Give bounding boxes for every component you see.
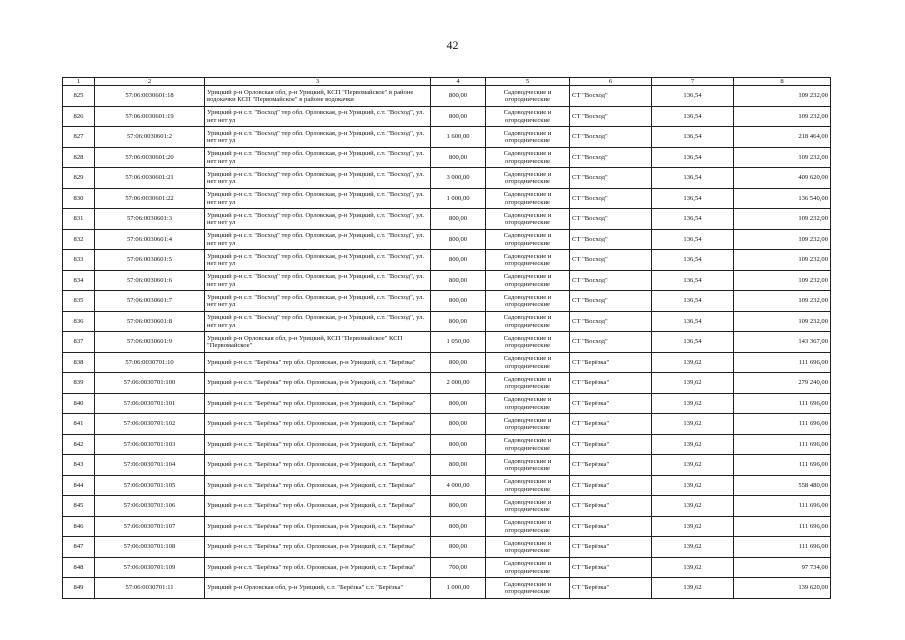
cadastral-number-cell: 57:06:0030601:3 bbox=[95, 209, 205, 230]
permitted-use-cell: Садоводческие и огороднические bbox=[486, 291, 570, 312]
cadastral-number-cell: 57:06:0030601:22 bbox=[95, 188, 205, 209]
partnership-name-cell: СТ "Восход" bbox=[570, 106, 652, 127]
address-cell: Урицкий р-н Орловская обл, р-н Урицкий, КСП "Первомайское" в районе водокачки КСП "Первомайское" в районе водокачки bbox=[205, 86, 431, 107]
partnership-name-cell: СТ "Восход" bbox=[570, 209, 652, 230]
permitted-use-cell: Садоводческие и огороднические bbox=[486, 270, 570, 291]
specific-value-cell: 139,62 bbox=[652, 414, 734, 435]
row-number-cell: 830 bbox=[63, 188, 95, 209]
partnership-name-cell: СТ "Берёзка" bbox=[570, 455, 652, 476]
address-cell: Урицкий р-н с.т. "Берёзка" тер обл. Орловская, р-н Урицкий, с.т. "Берёзка" bbox=[205, 455, 431, 476]
specific-value-cell: 139,62 bbox=[652, 373, 734, 394]
table-row bbox=[63, 332, 831, 353]
specific-value-cell: 136,54 bbox=[652, 147, 734, 168]
partnership-name-cell: СТ "Восход" bbox=[570, 127, 652, 148]
cadastral-value-cell: 111 696,00 bbox=[734, 496, 831, 517]
table-row bbox=[63, 270, 831, 291]
table-row bbox=[63, 496, 831, 517]
column-header: 6 bbox=[570, 78, 652, 86]
partnership-name-cell: СТ "Восход" bbox=[570, 86, 652, 107]
column-header: 3 bbox=[205, 78, 431, 86]
table-row bbox=[63, 373, 831, 394]
specific-value-cell: 139,62 bbox=[652, 496, 734, 517]
permitted-use-cell: Садоводческие и огороднические bbox=[486, 127, 570, 148]
table-row bbox=[63, 127, 831, 148]
partnership-name-cell: СТ "Берёзка" bbox=[570, 516, 652, 537]
cadastral-number-cell: 57:06:0030701:11 bbox=[95, 578, 205, 599]
cadastral-number-cell: 57:06:0030601:9 bbox=[95, 332, 205, 353]
cadastral-value-cell: 136 540,00 bbox=[734, 188, 831, 209]
cadastral-number-cell: 57:06:0030701:108 bbox=[95, 537, 205, 558]
specific-value-cell: 139,62 bbox=[652, 475, 734, 496]
table-row bbox=[63, 578, 831, 599]
address-cell: Урицкий р-н с.т. "Берёзка" тер обл. Орловская, р-н Урицкий, с.т. "Берёзка" bbox=[205, 352, 431, 373]
specific-value-cell: 136,54 bbox=[652, 270, 734, 291]
row-number-cell: 827 bbox=[63, 127, 95, 148]
table-row bbox=[63, 393, 831, 414]
partnership-name-cell: СТ "Берёзка" bbox=[570, 496, 652, 517]
table-row bbox=[63, 209, 831, 230]
area-cell: 700,00 bbox=[431, 557, 486, 578]
row-number-cell: 832 bbox=[63, 229, 95, 250]
partnership-name-cell: СТ "Берёзка" bbox=[570, 578, 652, 599]
table-row bbox=[63, 106, 831, 127]
cadastral-number-cell: 57:06:0030701:10 bbox=[95, 352, 205, 373]
area-cell: 1 000,00 bbox=[431, 578, 486, 599]
specific-value-cell: 136,54 bbox=[652, 250, 734, 271]
table-row bbox=[63, 86, 831, 107]
cadastral-value-cell: 111 696,00 bbox=[734, 455, 831, 476]
permitted-use-cell: Садоводческие и огороднические bbox=[486, 393, 570, 414]
column-header: 1 bbox=[63, 78, 95, 86]
address-cell: Урицкий р-н с.т. "Берёзка" тер обл. Орловская, р-н Урицкий, с.т. "Берёзка" bbox=[205, 373, 431, 394]
address-cell: Урицкий р-н с.т. "Восход" тер обл. Орловская, р-н Урицкий, с.т. "Восход", ул. нет нет ул bbox=[205, 250, 431, 271]
cadastral-number-cell: 57:06:0030601:21 bbox=[95, 168, 205, 189]
table-row bbox=[63, 434, 831, 455]
partnership-name-cell: СТ "Восход" bbox=[570, 229, 652, 250]
specific-value-cell: 136,54 bbox=[652, 291, 734, 312]
cadastral-number-cell: 57:06:0030601:2 bbox=[95, 127, 205, 148]
partnership-name-cell: СТ "Берёзка" bbox=[570, 434, 652, 455]
row-number-cell: 839 bbox=[63, 373, 95, 394]
cadastral-value-cell: 109 232,00 bbox=[734, 106, 831, 127]
permitted-use-cell: Садоводческие и огороднические bbox=[486, 229, 570, 250]
cadastral-value-cell: 143 367,00 bbox=[734, 332, 831, 353]
cadastral-value-cell: 111 696,00 bbox=[734, 393, 831, 414]
cadastral-number-cell: 57:06:0030601:19 bbox=[95, 106, 205, 127]
cadastral-number-cell: 57:06:0030701:103 bbox=[95, 434, 205, 455]
table-row bbox=[63, 250, 831, 271]
table-row bbox=[63, 311, 831, 332]
row-number-cell: 826 bbox=[63, 106, 95, 127]
cadastral-value-cell: 109 232,00 bbox=[734, 147, 831, 168]
area-cell: 800,00 bbox=[431, 250, 486, 271]
row-number-cell: 847 bbox=[63, 537, 95, 558]
area-cell: 800,00 bbox=[431, 393, 486, 414]
column-numbers-row bbox=[63, 78, 831, 86]
partnership-name-cell: СТ "Восход" bbox=[570, 311, 652, 332]
area-cell: 800,00 bbox=[431, 86, 486, 107]
row-number-cell: 829 bbox=[63, 168, 95, 189]
row-number-cell: 836 bbox=[63, 311, 95, 332]
permitted-use-cell: Садоводческие и огороднические bbox=[486, 147, 570, 168]
permitted-use-cell: Садоводческие и огороднические bbox=[486, 86, 570, 107]
permitted-use-cell: Садоводческие и огороднические bbox=[486, 250, 570, 271]
cadastral-number-cell: 57:06:0030701:101 bbox=[95, 393, 205, 414]
column-header: 8 bbox=[734, 78, 831, 86]
specific-value-cell: 136,54 bbox=[652, 188, 734, 209]
specific-value-cell: 136,54 bbox=[652, 86, 734, 107]
table-row bbox=[63, 168, 831, 189]
cadastral-number-cell: 57:06:0030701:102 bbox=[95, 414, 205, 435]
cadastral-value-cell: 111 696,00 bbox=[734, 414, 831, 435]
partnership-name-cell: СТ "Берёзка" bbox=[570, 352, 652, 373]
area-cell: 800,00 bbox=[431, 311, 486, 332]
column-header: 4 bbox=[431, 78, 486, 86]
row-number-cell: 833 bbox=[63, 250, 95, 271]
area-cell: 800,00 bbox=[431, 291, 486, 312]
permitted-use-cell: Садоводческие и огороднические bbox=[486, 188, 570, 209]
table-row bbox=[63, 291, 831, 312]
permitted-use-cell: Садоводческие и огороднические bbox=[486, 475, 570, 496]
specific-value-cell: 139,62 bbox=[652, 352, 734, 373]
permitted-use-cell: Садоводческие и огороднические bbox=[486, 516, 570, 537]
partnership-name-cell: СТ "Восход" bbox=[570, 332, 652, 353]
address-cell: Урицкий р-н с.т. "Восход" тер обл. Орловская, р-н Урицкий, с.т. "Восход", ул. нет нет ул bbox=[205, 168, 431, 189]
specific-value-cell: 139,62 bbox=[652, 455, 734, 476]
permitted-use-cell: Садоводческие и огороднические bbox=[486, 332, 570, 353]
row-number-cell: 848 bbox=[63, 557, 95, 578]
table-row bbox=[63, 229, 831, 250]
area-cell: 2 000,00 bbox=[431, 373, 486, 394]
area-cell: 3 000,00 bbox=[431, 168, 486, 189]
table-row bbox=[63, 414, 831, 435]
specific-value-cell: 136,54 bbox=[652, 168, 734, 189]
partnership-name-cell: СТ "Берёзка" bbox=[570, 393, 652, 414]
cadastral-number-cell: 57:06:0030601:20 bbox=[95, 147, 205, 168]
permitted-use-cell: Садоводческие и огороднические bbox=[486, 209, 570, 230]
area-cell: 800,00 bbox=[431, 229, 486, 250]
cadastral-value-cell: 139 620,00 bbox=[734, 578, 831, 599]
cadastral-value-cell: 109 232,00 bbox=[734, 209, 831, 230]
row-number-cell: 831 bbox=[63, 209, 95, 230]
address-cell: Урицкий р-н с.т. "Берёзка" тер обл. Орловская, р-н Урицкий, с.т. "Берёзка" bbox=[205, 516, 431, 537]
partnership-name-cell: СТ "Берёзка" bbox=[570, 537, 652, 558]
table-row bbox=[63, 455, 831, 476]
partnership-name-cell: СТ "Берёзка" bbox=[570, 475, 652, 496]
permitted-use-cell: Садоводческие и огороднические bbox=[486, 168, 570, 189]
specific-value-cell: 136,54 bbox=[652, 332, 734, 353]
table-row bbox=[63, 147, 831, 168]
cadastral-number-cell: 57:06:0030601:5 bbox=[95, 250, 205, 271]
row-number-cell: 846 bbox=[63, 516, 95, 537]
permitted-use-cell: Садоводческие и огороднические bbox=[486, 373, 570, 394]
area-cell: 800,00 bbox=[431, 414, 486, 435]
specific-value-cell: 139,62 bbox=[652, 578, 734, 599]
address-cell: Урицкий р-н с.т. "Восход" тер обл. Орловская, р-н Урицкий, с.т. "Восход", ул. нет нет ул bbox=[205, 209, 431, 230]
area-cell: 800,00 bbox=[431, 434, 486, 455]
partnership-name-cell: СТ "Восход" bbox=[570, 168, 652, 189]
area-cell: 800,00 bbox=[431, 352, 486, 373]
area-cell: 800,00 bbox=[431, 147, 486, 168]
cadastral-value-cell: 111 696,00 bbox=[734, 516, 831, 537]
row-number-cell: 834 bbox=[63, 270, 95, 291]
cadastral-value-cell: 109 232,00 bbox=[734, 86, 831, 107]
specific-value-cell: 139,62 bbox=[652, 537, 734, 558]
cadastral-value-cell: 279 240,00 bbox=[734, 373, 831, 394]
table-row bbox=[63, 537, 831, 558]
area-cell: 800,00 bbox=[431, 496, 486, 517]
column-header: 2 bbox=[95, 78, 205, 86]
cadastral-value-cell: 97 734,00 bbox=[734, 557, 831, 578]
address-cell: Урицкий р-н с.т. "Восход" тер обл. Орловская, р-н Урицкий, с.т. "Восход", ул. нет нет ул bbox=[205, 311, 431, 332]
specific-value-cell: 136,54 bbox=[652, 106, 734, 127]
permitted-use-cell: Садоводческие и огороднические bbox=[486, 106, 570, 127]
permitted-use-cell: Садоводческие и огороднические bbox=[486, 557, 570, 578]
address-cell: Урицкий р-н с.т. "Восход" тер обл. Орловская, р-н Урицкий, с.т. "Восход", ул. нет нет ул bbox=[205, 291, 431, 312]
row-number-cell: 841 bbox=[63, 414, 95, 435]
permitted-use-cell: Садоводческие и огороднические bbox=[486, 496, 570, 517]
cadastral-value-cell: 109 232,00 bbox=[734, 291, 831, 312]
row-number-cell: 837 bbox=[63, 332, 95, 353]
specific-value-cell: 139,62 bbox=[652, 557, 734, 578]
row-number-cell: 844 bbox=[63, 475, 95, 496]
address-cell: Урицкий р-н с.т. "Восход" тер обл. Орловская, р-н Урицкий, с.т. "Восход", ул. нет нет ул bbox=[205, 229, 431, 250]
address-cell: Урицкий р-н с.т. "Берёзка" тер обл. Орловская, р-н Урицкий, с.т. "Берёзка" bbox=[205, 414, 431, 435]
area-cell: 1 600,00 bbox=[431, 127, 486, 148]
cadastral-number-cell: 57:06:0030701:107 bbox=[95, 516, 205, 537]
permitted-use-cell: Садоводческие и огороднические bbox=[486, 455, 570, 476]
page-number: 42 bbox=[446, 38, 459, 52]
cadastral-number-cell: 57:06:0030601:18 bbox=[95, 86, 205, 107]
permitted-use-cell: Садоводческие и огороднические bbox=[486, 311, 570, 332]
column-header: 7 bbox=[652, 78, 734, 86]
cadastral-number-cell: 57:06:0030701:109 bbox=[95, 557, 205, 578]
specific-value-cell: 136,54 bbox=[652, 311, 734, 332]
cadastral-number-cell: 57:06:0030601:4 bbox=[95, 229, 205, 250]
table-row bbox=[63, 475, 831, 496]
cadastral-value-cell: 218 464,00 bbox=[734, 127, 831, 148]
address-cell: Урицкий р-н с.т. "Восход" тер обл. Орловская, р-н Урицкий, с.т. "Восход", ул. нет нет ул bbox=[205, 147, 431, 168]
permitted-use-cell: Садоводческие и огороднические bbox=[486, 352, 570, 373]
cadastral-value-cell: 109 232,00 bbox=[734, 311, 831, 332]
address-cell: Урицкий р-н с.т. "Берёзка" тер обл. Орловская, р-н Урицкий, с.т. "Берёзка" bbox=[205, 434, 431, 455]
cadastral-value-cell: 109 232,00 bbox=[734, 229, 831, 250]
cadastral-value-cell: 111 696,00 bbox=[734, 434, 831, 455]
specific-value-cell: 139,62 bbox=[652, 516, 734, 537]
row-number-cell: 835 bbox=[63, 291, 95, 312]
area-cell: 800,00 bbox=[431, 455, 486, 476]
area-cell: 800,00 bbox=[431, 209, 486, 230]
address-cell: Урицкий р-н с.т. "Берёзка" тер обл. Орловская, р-н Урицкий, с.т. "Берёзка" bbox=[205, 557, 431, 578]
area-cell: 1 050,00 bbox=[431, 332, 486, 353]
permitted-use-cell: Садоводческие и огороднические bbox=[486, 414, 570, 435]
table-row bbox=[63, 352, 831, 373]
area-cell: 1 000,00 bbox=[431, 188, 486, 209]
address-cell: Урицкий р-н с.т. "Восход" тер обл. Орловская, р-н Урицкий, с.т. "Восход", ул. нет нет ул bbox=[205, 127, 431, 148]
area-cell: 800,00 bbox=[431, 106, 486, 127]
land-plots-table bbox=[62, 77, 831, 599]
cadastral-number-cell: 57:06:0030701:105 bbox=[95, 475, 205, 496]
row-number-cell: 838 bbox=[63, 352, 95, 373]
row-number-cell: 825 bbox=[63, 86, 95, 107]
cadastral-value-cell: 111 696,00 bbox=[734, 537, 831, 558]
table-row bbox=[63, 516, 831, 537]
permitted-use-cell: Садоводческие и огороднические bbox=[486, 537, 570, 558]
cadastral-number-cell: 57:06:0030601:8 bbox=[95, 311, 205, 332]
cadastral-value-cell: 558 480,00 bbox=[734, 475, 831, 496]
address-cell: Урицкий р-н с.т. "Берёзка" тер обл. Орловская, р-н Урицкий, с.т. "Берёзка" bbox=[205, 496, 431, 517]
address-cell: Урицкий р-н с.т. "Восход" тер обл. Орловская, р-н Урицкий, с.т. "Восход", ул. нет нет ул bbox=[205, 106, 431, 127]
row-number-cell: 843 bbox=[63, 455, 95, 476]
cadastral-value-cell: 109 232,00 bbox=[734, 270, 831, 291]
permitted-use-cell: Садоводческие и огороднические bbox=[486, 578, 570, 599]
row-number-cell: 828 bbox=[63, 147, 95, 168]
address-cell: Урицкий р-н с.т. "Берёзка" тер обл. Орловская, р-н Урицкий, с.т. "Берёзка" bbox=[205, 475, 431, 496]
cadastral-number-cell: 57:06:0030601:7 bbox=[95, 291, 205, 312]
cadastral-number-cell: 57:06:0030701:104 bbox=[95, 455, 205, 476]
partnership-name-cell: СТ "Восход" bbox=[570, 270, 652, 291]
specific-value-cell: 136,54 bbox=[652, 229, 734, 250]
address-cell: Урицкий р-н с.т. "Восход" тер обл. Орловская, р-н Урицкий, с.т. "Восход", ул. нет нет ул bbox=[205, 188, 431, 209]
cadastral-number-cell: 57:06:0030701:106 bbox=[95, 496, 205, 517]
partnership-name-cell: СТ "Восход" bbox=[570, 291, 652, 312]
row-number-cell: 842 bbox=[63, 434, 95, 455]
specific-value-cell: 136,54 bbox=[652, 127, 734, 148]
cadastral-number-cell: 57:06:0030701:100 bbox=[95, 373, 205, 394]
cadastral-number-cell: 57:06:0030601:6 bbox=[95, 270, 205, 291]
area-cell: 800,00 bbox=[431, 270, 486, 291]
row-number-cell: 840 bbox=[63, 393, 95, 414]
area-cell: 800,00 bbox=[431, 516, 486, 537]
specific-value-cell: 136,54 bbox=[652, 209, 734, 230]
column-header: 5 bbox=[486, 78, 570, 86]
cadastral-value-cell: 111 696,00 bbox=[734, 352, 831, 373]
specific-value-cell: 139,62 bbox=[652, 393, 734, 414]
partnership-name-cell: СТ "Берёзка" bbox=[570, 373, 652, 394]
specific-value-cell: 139,62 bbox=[652, 434, 734, 455]
area-cell: 800,00 bbox=[431, 537, 486, 558]
partnership-name-cell: СТ "Берёзка" bbox=[570, 414, 652, 435]
address-cell: Урицкий р-н с.т. "Восход" тер обл. Орловская, р-н Урицкий, с.т. "Восход", ул. нет нет ул bbox=[205, 270, 431, 291]
address-cell: Урицкий р-н Орловская обл, р-н Урицкий, с.т. "Берёзка" с.т. "Берёзка" bbox=[205, 578, 431, 599]
row-number-cell: 849 bbox=[63, 578, 95, 599]
address-cell: Урицкий р-н с.т. "Берёзка" тер обл. Орловская, р-н Урицкий, с.т. "Берёзка" bbox=[205, 537, 431, 558]
partnership-name-cell: СТ "Восход" bbox=[570, 250, 652, 271]
table-row bbox=[63, 557, 831, 578]
area-cell: 4 000,00 bbox=[431, 475, 486, 496]
partnership-name-cell: СТ "Восход" bbox=[570, 147, 652, 168]
partnership-name-cell: СТ "Берёзка" bbox=[570, 557, 652, 578]
cadastral-value-cell: 409 620,00 bbox=[734, 168, 831, 189]
permitted-use-cell: Садоводческие и огороднические bbox=[486, 434, 570, 455]
address-cell: Урицкий р-н Орловская обл, р-н Урицкий, КСП "Первомайское" КСП "Первомайское" bbox=[205, 332, 431, 353]
address-cell: Урицкий р-н с.т. "Берёзка" тер обл. Орловская, р-н Урицкий, с.т. "Берёзка" bbox=[205, 393, 431, 414]
row-number-cell: 845 bbox=[63, 496, 95, 517]
table-row bbox=[63, 188, 831, 209]
cadastral-value-cell: 109 232,00 bbox=[734, 250, 831, 271]
partnership-name-cell: СТ "Восход" bbox=[570, 188, 652, 209]
